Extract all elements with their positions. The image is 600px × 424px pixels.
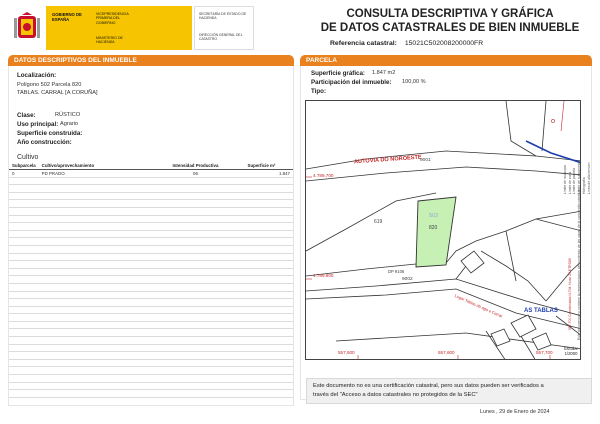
table-row <box>9 170 293 178</box>
clase-label: Clase: <box>17 112 36 119</box>
empty-cell <box>230 337 293 345</box>
localizacion-line2: TABLAS. CARRAL [A CORUÑA] <box>17 90 98 96</box>
parcel-boundary-line <box>306 167 581 181</box>
empty-cell <box>9 314 39 322</box>
table-row-empty <box>9 238 293 246</box>
empty-cell <box>39 238 161 246</box>
empty-cell <box>161 291 230 299</box>
empty-cell <box>9 207 39 215</box>
legend-line4: Límite de zona <box>568 171 572 194</box>
legend-line3: Límite de municipio <box>563 164 567 194</box>
cultivo-table <box>9 162 293 398</box>
empty-cell <box>39 367 161 375</box>
empty-cell <box>161 329 230 337</box>
empty-cell <box>39 245 161 253</box>
legend-line1: Límite de parcela <box>572 167 576 194</box>
map-drawing <box>306 101 581 360</box>
superficie-construida-label: Superficie construida: <box>17 130 83 137</box>
parcel-boundary-line <box>506 231 516 281</box>
empty-cell <box>230 268 293 276</box>
empty-cell <box>9 352 39 360</box>
empty-cell <box>9 238 39 246</box>
empty-cell <box>39 192 161 200</box>
empty-cell <box>9 185 39 193</box>
empty-cell <box>230 344 293 352</box>
table-row-empty <box>9 329 293 337</box>
empty-cell <box>230 261 293 269</box>
empty-cell <box>161 238 230 246</box>
empty-cell <box>230 314 293 322</box>
superficie-grafica-value: 1.847 m2 <box>372 70 396 76</box>
disclaimer-notice <box>306 378 592 404</box>
table-row-empty <box>9 390 293 398</box>
cell-cultivo: PD PRADO <box>39 170 161 178</box>
empty-cell <box>39 344 161 352</box>
col-intensidad: Intensidad Productiva <box>161 162 230 170</box>
localizacion-line1: Polígono 502 Parcela 820 <box>17 82 82 88</box>
table-row-empty <box>9 253 293 261</box>
superficie-grafica-label: Superficie gráfica: <box>311 70 365 77</box>
descriptive-data-panel <box>8 66 294 406</box>
empty-cell <box>161 375 230 383</box>
empty-cell <box>230 390 293 398</box>
empty-cell <box>230 367 293 375</box>
table-row-empty <box>9 382 293 390</box>
empty-cell <box>39 230 161 238</box>
parcel-820-label: 820 <box>429 225 438 231</box>
parcel-boundary-line <box>446 211 581 263</box>
empty-cell <box>230 215 293 223</box>
empty-cell <box>9 291 39 299</box>
anio-construccion-label: Año construcción: <box>17 139 72 146</box>
empty-cell <box>230 238 293 246</box>
empty-cell <box>161 382 230 390</box>
table-row-empty <box>9 314 293 322</box>
empty-cell <box>161 185 230 193</box>
empty-cell <box>161 344 230 352</box>
empty-cell <box>39 306 161 314</box>
table-row-empty <box>9 367 293 375</box>
localizacion-label: Localización: <box>17 72 57 79</box>
coord-note: 557.700 Coordenadas U.T.M. Huso 29 ETRS89 <box>568 258 572 330</box>
empty-cell <box>39 390 161 398</box>
road3-label: AS TABLAS <box>524 308 558 314</box>
cadastral-reference <box>330 40 483 47</box>
coord-x2-label: 557,600 <box>438 350 455 355</box>
coat-of-arms-icon <box>12 12 42 42</box>
empty-cell <box>161 367 230 375</box>
empty-cell <box>161 276 230 284</box>
table-header-row <box>9 162 293 170</box>
empty-cell <box>161 177 230 185</box>
building-footprint <box>461 251 484 273</box>
tipo-label: Tipo: <box>311 88 327 95</box>
marker-icon <box>551 119 554 122</box>
empty-cell <box>161 253 230 261</box>
table-row-empty <box>9 192 293 200</box>
table-row-empty <box>9 375 293 383</box>
table-row-empty <box>9 306 293 314</box>
empty-cell <box>230 276 293 284</box>
empty-cell <box>230 359 293 367</box>
document-date: Lunes , 29 de Enero de 2024 <box>480 409 550 415</box>
table-row-empty <box>9 291 293 299</box>
table-row-empty <box>9 359 293 367</box>
empty-cell <box>39 329 161 337</box>
vicepresidencia-label: VICEPRESIDENCIA PRIMERA DEL GOBIERNO <box>96 12 129 25</box>
uso-value: Agrario <box>60 121 79 127</box>
table-row-empty <box>9 276 293 284</box>
empty-cell <box>9 299 39 307</box>
road2-label: Lugar Tablas ab ago e Carral <box>453 293 504 319</box>
table-row-empty <box>9 207 293 215</box>
empty-cell <box>161 200 230 208</box>
parcel-boundary-line <box>456 266 466 279</box>
table-row-empty <box>9 261 293 269</box>
page-subtitle: DE DATOS CATASTRALES DE BIEN INMUEBLE <box>320 22 580 34</box>
empty-cell <box>230 185 293 193</box>
parcel-boundary-line <box>542 101 546 151</box>
empty-cell <box>230 283 293 291</box>
empty-cell <box>9 177 39 185</box>
table-row-empty <box>9 200 293 208</box>
table-row-empty <box>9 223 293 231</box>
empty-cell <box>39 200 161 208</box>
cell-subparcela: 0 <box>9 170 39 178</box>
empty-cell <box>39 283 161 291</box>
government-banner <box>46 6 192 50</box>
empty-cell <box>230 223 293 231</box>
empty-cell <box>9 375 39 383</box>
empty-cell <box>39 314 161 322</box>
parcel-9002-label: 9002 <box>402 277 413 282</box>
catastro-banner <box>194 6 254 50</box>
notice-line2: través del "Acceso a datos catastrales no protegidos de la SEC" <box>313 392 478 398</box>
empty-cell <box>39 382 161 390</box>
empty-cell <box>39 352 161 360</box>
empty-cell <box>9 337 39 345</box>
empty-cell <box>9 344 39 352</box>
empty-cell <box>9 329 39 337</box>
empty-cell <box>161 283 230 291</box>
empty-cell <box>230 200 293 208</box>
coord-x1-label: 557,500 <box>338 350 355 355</box>
empty-cell <box>161 359 230 367</box>
parcel-boundary-line <box>546 261 581 301</box>
empty-cell <box>39 261 161 269</box>
empty-cell <box>39 177 161 185</box>
scale-value: 1/2000 <box>564 351 578 356</box>
participacion-label: Participación del inmueble: <box>311 79 392 86</box>
empty-cell <box>161 268 230 276</box>
empty-cell <box>230 299 293 307</box>
uso-label: Uso principal: <box>17 121 59 128</box>
empty-cell <box>39 337 161 345</box>
empty-cell <box>9 192 39 200</box>
empty-cell <box>230 321 293 329</box>
page-title: CONSULTA DESCRIPTIVA Y GRÁFICA <box>346 8 554 20</box>
table-row-empty <box>9 283 293 291</box>
table-row-empty <box>9 299 293 307</box>
government-label: GOBIERNO DE ESPAÑA <box>52 12 82 22</box>
empty-cell <box>39 215 161 223</box>
cell-intensidad: 06 <box>161 170 230 178</box>
coord-y2-label: 4.789.600 <box>313 273 334 278</box>
empty-cell <box>39 291 161 299</box>
dp-label: DP 9106 <box>388 269 405 274</box>
empty-cell <box>161 390 230 398</box>
empty-cell <box>161 352 230 360</box>
empty-cell <box>9 390 39 398</box>
ref-label: Referencia catastral: <box>330 40 397 47</box>
empty-cell <box>161 337 230 345</box>
empty-cell <box>161 245 230 253</box>
empty-cell <box>161 215 230 223</box>
table-row-empty <box>9 352 293 360</box>
notice-line1: Este documento no es una certificación catastral, pero sus datos pueden ser verificados a <box>313 383 544 389</box>
table-row-empty <box>9 344 293 352</box>
parcel-502-label: 502 <box>429 213 439 219</box>
cultivo-title: Cultivo <box>17 154 39 161</box>
empty-cell <box>161 299 230 307</box>
col-superficie: Superficie m² <box>230 162 293 170</box>
empty-cell <box>9 321 39 329</box>
parcel-619-label: 619 <box>374 219 383 225</box>
road-number-label: 9001 <box>420 158 431 163</box>
coord-y1-label: 4.789.700 <box>313 173 334 178</box>
government-logo <box>8 6 192 50</box>
legend-line2: Límite de subparcela <box>577 162 581 194</box>
section-header-parcela: PARCELA <box>300 55 592 66</box>
coord-x3-label: 557,700 <box>536 350 553 355</box>
empty-cell <box>161 321 230 329</box>
empty-cell <box>9 230 39 238</box>
empty-cell <box>9 215 39 223</box>
empty-cell <box>230 352 293 360</box>
parcel-boundary-line <box>536 219 581 231</box>
cell-superficie: 1.847 <box>230 170 293 178</box>
empty-cell <box>161 314 230 322</box>
empty-cell <box>230 192 293 200</box>
table-row-empty <box>9 177 293 185</box>
empty-cell <box>230 329 293 337</box>
empty-cell <box>9 261 39 269</box>
table-row-empty <box>9 245 293 253</box>
empty-cell <box>39 253 161 261</box>
road-label: AUTOVIA DO NOROESTE <box>353 154 422 166</box>
empty-cell <box>39 223 161 231</box>
empty-cell <box>9 276 39 284</box>
empty-cell <box>39 359 161 367</box>
building-footprint <box>511 315 536 337</box>
direccion-label: DIRECCIÓN GENERAL DEL CATASTRO <box>199 33 243 42</box>
table-row-empty <box>9 215 293 223</box>
legend-line5: Hidrografía <box>582 177 586 194</box>
empty-cell <box>230 291 293 299</box>
empty-cell <box>161 223 230 231</box>
empty-cell <box>39 321 161 329</box>
empty-cell <box>230 382 293 390</box>
empty-cell <box>230 230 293 238</box>
empty-cell <box>161 230 230 238</box>
empty-cell <box>39 185 161 193</box>
empty-cell <box>39 276 161 284</box>
parcel-boundary-line <box>481 251 546 301</box>
building-footprint <box>532 333 551 350</box>
table-row-empty <box>9 321 293 329</box>
empty-cell <box>9 253 39 261</box>
empty-cell <box>9 268 39 276</box>
cadastral-map[interactable] <box>305 100 581 360</box>
empty-cell <box>9 306 39 314</box>
empty-cell <box>230 306 293 314</box>
empty-cell <box>39 299 161 307</box>
map-scale <box>561 346 581 356</box>
empty-cell <box>39 268 161 276</box>
empty-cell <box>161 207 230 215</box>
empty-cell <box>161 261 230 269</box>
scale-label: Escala: <box>564 346 578 351</box>
col-subparcela: Subparcela <box>9 162 39 170</box>
empty-cell <box>9 283 39 291</box>
empty-cell <box>230 245 293 253</box>
empty-cell <box>230 375 293 383</box>
empty-cell <box>161 306 230 314</box>
empty-cell <box>9 223 39 231</box>
table-row-empty <box>9 268 293 276</box>
empty-cell <box>230 177 293 185</box>
empty-cell <box>39 375 161 383</box>
empty-cell <box>39 207 161 215</box>
empty-cell <box>9 245 39 253</box>
empty-cell <box>161 192 230 200</box>
ministerio-label: MINISTERIO DE HACIENDA <box>96 36 123 45</box>
section-header-descriptivos: DATOS DESCRIPTIVOS DEL INMUEBLE <box>8 55 294 66</box>
empty-cell <box>230 253 293 261</box>
parcel-boundary-line <box>506 101 536 156</box>
ref-value: 15021C502008200000FR <box>404 40 484 47</box>
empty-cell <box>9 359 39 367</box>
subject-parcel <box>416 197 456 267</box>
col-cultivo: Cultivo/aprovechamiento <box>39 162 161 170</box>
table-row-empty <box>9 185 293 193</box>
parcel-boundary-line <box>306 151 581 169</box>
empty-cell <box>230 207 293 215</box>
secretaria-label: SECRETARÍA DE ESTADO DE HACIENDA <box>199 12 247 21</box>
clase-value: RÚSTICO <box>55 112 81 118</box>
legend-line6: Línea de alta tensión <box>587 162 591 194</box>
empty-cell <box>9 200 39 208</box>
info-note: Este documento no contiene la representación del contenido de las capas de la cartografía catastral <box>577 189 581 340</box>
empty-cell <box>9 382 39 390</box>
table-row-empty <box>9 337 293 345</box>
table-row-empty <box>9 230 293 238</box>
empty-cell <box>9 367 39 375</box>
participacion-value: 100,00 % <box>402 79 426 85</box>
